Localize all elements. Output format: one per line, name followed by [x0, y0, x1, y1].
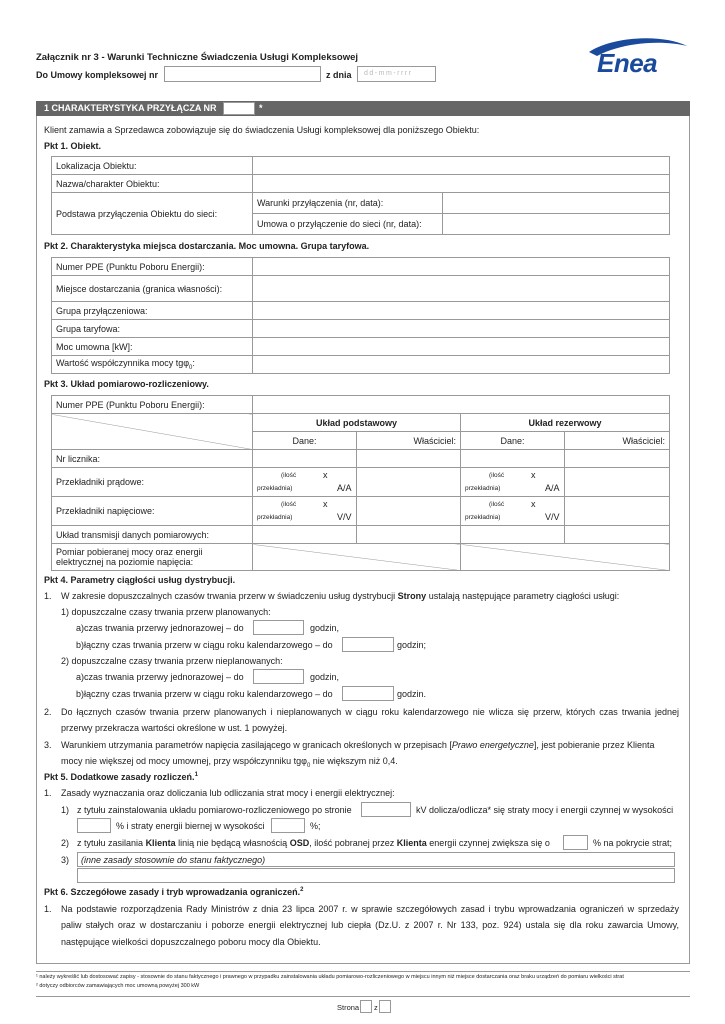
pkt4-p1-text: W zakresie dopuszczalnych czasów trwania przerw w świadczeniu usług dystrybucji Strony ustalają następujące parametry ciągłości usługi: [61, 591, 620, 601]
enea-logo [583, 36, 693, 78]
main-voltage-data[interactable]: (ilość x przekładnia) V/V [253, 497, 357, 526]
page-number-input[interactable] [360, 1000, 372, 1013]
pkt4-godzin-3: godzin, [310, 672, 340, 682]
main-meter-data[interactable] [253, 450, 357, 468]
backup-current-data[interactable]: (ilość x przekładnia) A/A [461, 468, 565, 497]
tariff-group-input[interactable] [253, 320, 670, 338]
backup-transmission-data[interactable] [461, 526, 565, 544]
conditions-input[interactable] [443, 193, 670, 214]
main-transmission-data[interactable] [253, 526, 357, 544]
pkt3-ppe-label: Numer PPE (Punktu Poboru Energii): [52, 396, 253, 414]
backup-voltage-data[interactable]: (ilość x przekładnia) V/V [461, 497, 565, 526]
pkt4-s1a: a)czas trwania przerwy jednorazowej – do [76, 623, 244, 633]
main-owner-header: Właściciel: [357, 432, 461, 450]
name-label: Nazwa/charakter Obiektu: [52, 175, 253, 193]
pkt5-s1-text-b: kV dolicza/odlicza* się straty mocy i energii czynnej w wysokości [416, 805, 674, 815]
ppe-label: Numer PPE (Punktu Poboru Energii): [52, 258, 253, 276]
backup-meter-owner[interactable] [565, 450, 670, 468]
pkt5-s1-text-a: z tytułu zainstalowania układu pomiarowo-rozliczeniowego po stronie [77, 805, 352, 815]
pkt5-s1-number: 1) [61, 805, 70, 815]
pkt5-p1-text: Zasady wyznaczania oraz doliczania lub odliczania strat mocy i energii elektrycznej: [61, 788, 395, 798]
backup-current-owner[interactable] [565, 468, 670, 497]
location-input[interactable] [253, 157, 670, 175]
pkt5-s1-text-c: % i straty energii biernej w wysokości [116, 821, 265, 831]
contract-power-input[interactable] [253, 338, 670, 356]
connection-group-label: Grupa przyłączeniowa: [52, 302, 253, 320]
pkt4-godzin-1: godzin, [310, 623, 340, 633]
pkt2-title: Pkt 2. Charakterystyka miejsca dostarczania. Moc umowna. Grupa taryfowa. [44, 241, 370, 251]
pkt2-table [51, 257, 670, 374]
other-rules-input[interactable] [77, 852, 675, 867]
logo-text: Enea [597, 48, 658, 78]
transmission-label: Układ transmisji danych pomiarowych: [52, 526, 253, 544]
main-transmission-owner[interactable] [357, 526, 461, 544]
footer-divider [36, 996, 690, 997]
power-factor-input[interactable] [253, 356, 670, 374]
agreement-input[interactable] [443, 214, 670, 235]
other-rules-input-2[interactable] [77, 868, 675, 883]
pkt5-s2-number: 2) [61, 838, 70, 848]
page-of-label: z [374, 1003, 378, 1012]
main-system-header: Układ podstawowy [253, 414, 461, 432]
pkt1-table [51, 156, 670, 235]
contract-number-input[interactable] [164, 66, 321, 82]
line-loss-percent-input[interactable] [563, 835, 588, 850]
pkt4-p1-number: 1. [44, 591, 52, 601]
connection-number-input[interactable] [223, 102, 255, 115]
pkt4-p3-line2: mocy nie większej od mocy umownej, przy współczynniku tgφ$_0$ nie większym niż 0,4. [61, 756, 398, 769]
pkt4-p3-line1: Warunkiem utrzymania parametrów napięcia zasilającego w granicach określonych w przepisach [Prawo energetyczne], jest pobieranie przez Klienta [61, 740, 655, 750]
backup-owner-header: Właściciel: [565, 432, 670, 450]
planned-total-hours-input[interactable] [342, 637, 394, 652]
pkt6-p1-number: 1. [44, 904, 52, 914]
backup-meter-data[interactable] [461, 450, 565, 468]
backup-system-header: Układ rezerwowy [461, 414, 670, 432]
section-1-header [36, 101, 690, 116]
voltage-level-kv-input[interactable] [361, 802, 411, 817]
connection-group-input[interactable] [253, 302, 670, 320]
pkt5-title: Pkt 5. Dodatkowe zasady rozliczeń.$^1$ [44, 772, 198, 782]
pkt5-s1-text-d: %; [310, 821, 321, 831]
pkt6-line2: paliw stałych oraz w dostarczaniu i poborze energii elektrycznej lub ciepła (Dz.U. z 2007 r. Nr 133, poz. 924) ustala się dla roku zawarcia Umowy, [61, 920, 679, 930]
planned-single-hours-input[interactable] [253, 620, 304, 635]
main-data-header: Dane: [253, 432, 357, 450]
pkt3-diagonal-cell [52, 414, 253, 450]
pkt4-p2-line1: Do łącznych czasów trwania przerw planowanych i nieplanowanych w ciągu roku kalendarzowego nie wlicza się przerw, których czas trwania jednej [61, 707, 679, 717]
contract-label: Do Umowy kompleksowej nr [36, 70, 159, 80]
measurement-level-label: Pomiar pobieranej mocy oraz energii elektrycznej na poziomie napięcia: [52, 544, 253, 571]
main-voltage-owner[interactable] [357, 497, 461, 526]
section-1-intro: Klient zamawia a Sprzedawca zobowiązuje się do świadczenia Usługi kompleksowej dla poniższego Obiektu: [44, 125, 480, 135]
pkt6-title: Pkt 6. Szczegółowe zasady i tryb wprowadzania ograniczeń.$^2$ [44, 887, 304, 897]
pkt4-godzin-2: godzin; [397, 640, 427, 650]
power-factor-label: Wartość współczynnika mocy tgφ$_0$: [52, 356, 253, 374]
pkt4-p3-number: 3. [44, 740, 52, 750]
name-input[interactable] [253, 175, 670, 193]
other-rules-hint: (inne zasady stosownie do stanu faktycznego) [81, 855, 266, 865]
pkt5-s2-text-h: % na pokrycie strat; [593, 838, 673, 848]
agreement-label: Umowa o przyłączenie do sieci (nr, data): [253, 214, 443, 235]
pkt4-s2b: b)łączny czas trwania przerw w ciągu roku kalendarzowego – do [76, 689, 333, 699]
pkt4-godzin-4: godzin. [397, 689, 427, 699]
pkt3-ppe-input[interactable] [253, 396, 670, 414]
pkt4-p2-number: 2. [44, 707, 52, 717]
backup-voltage-owner[interactable] [565, 497, 670, 526]
conditions-label: Warunki przyłączenia (nr, data): [253, 193, 443, 214]
backup-measurement-diagonal [461, 544, 670, 571]
contract-date-input[interactable]: dd-mm-rrrr [357, 66, 436, 82]
reactive-loss-percent-input[interactable] [271, 818, 305, 833]
pkt4-title: Pkt 4. Parametry ciągłości usług dystrybucji. [44, 575, 236, 585]
basis-label: Podstawa przyłączenia Obiektu do sieci: [52, 193, 253, 235]
contract-power-label: Moc umowna [kW]: [52, 338, 253, 356]
date-label: z dnia [326, 70, 352, 80]
backup-data-header: Dane: [461, 432, 565, 450]
delivery-place-input[interactable] [253, 276, 670, 302]
section-1-asterisk: * [259, 103, 263, 113]
pkt3-table [51, 395, 670, 571]
page-total-input[interactable] [379, 1000, 391, 1013]
current-transformers-label: Przekładniki prądowe: [52, 468, 253, 497]
pkt6-line3: następujące wielkości dopuszczalnego poboru mocy dla Obiektu. [61, 937, 321, 947]
tariff-group-label: Grupa taryfowa: [52, 320, 253, 338]
location-label: Lokalizacja Obiektu: [52, 157, 253, 175]
pkt5-p1-number: 1. [44, 788, 52, 798]
pkt4-s2a: a)czas trwania przerwy jednorazowej – do [76, 672, 244, 682]
backup-transmission-owner[interactable] [565, 526, 670, 544]
active-loss-percent-input[interactable] [77, 818, 111, 833]
main-current-owner[interactable] [357, 468, 461, 497]
footnote-divider [36, 971, 690, 972]
pkt5-s2-text: z tytułu zasilania Klienta linią nie będącą własnością OSD, ilość pobranej przez Klienta energii czynnej zwiększa się o [77, 838, 550, 848]
pkt4-s2: 2) dopuszczalne czasy trwania przerw nieplanowanych: [61, 656, 283, 666]
document-title: Załącznik nr 3 - Warunki Techniczne Świadczenia Usługi Kompleksowej [36, 52, 359, 63]
voltage-transformers-label: Przekładniki napięciowe: [52, 497, 253, 526]
footnote-2: ² dotyczy odbiorców zamawiających moc umowną powyżej 300 kW [36, 983, 200, 989]
main-meter-owner[interactable] [357, 450, 461, 468]
unplanned-total-hours-input[interactable] [342, 686, 394, 701]
meter-label: Nr licznika: [52, 450, 253, 468]
main-measurement-diagonal [253, 544, 461, 571]
section-1-title: 1 CHARAKTERYSTYKA PRZYŁĄCZA NR [44, 103, 217, 113]
delivery-place-label: Miejsce dostarczania (granica własności): [52, 276, 253, 302]
pkt4-s1: 1) dopuszczalne czasy trwania przerw planowanych: [61, 607, 271, 617]
pkt3-title: Pkt 3. Układ pomiarowo-rozliczeniowy. [44, 379, 209, 389]
unplanned-single-hours-input[interactable] [253, 669, 304, 684]
pkt5-s3-number: 3) [61, 855, 70, 865]
main-current-data[interactable]: (ilość x przekładnia) A/A [253, 468, 357, 497]
pkt6-line1: Na podstawie rozporządzenia Rady Ministrów z dnia 23 lipca 2007 r. w sprawie szczegółowych zasad i trybu wprowadzania ograniczeń w sprzedaży [61, 904, 679, 914]
pkt4-s1b: b)łączny czas trwania przerw w ciągu roku kalendarzowego – do [76, 640, 333, 650]
pkt4-p2-line2: przerwy przekracza wartości określone w ust. 1 powyżej. [61, 723, 288, 733]
page-label: Strona [337, 1003, 360, 1012]
ppe-input[interactable] [253, 258, 670, 276]
footnote-1: ¹ należy wykreślić lub dostosować zapisy - stosownie do stanu faktycznego i prawnego w przypadku zainstalowania układu pomiarowo-rozliczeniowego w miejscu innym niż miejsce dostarczania oraz braku urządzeń do pomiaru wielkości strat [36, 974, 624, 980]
pkt1-title: Pkt 1. Obiekt. [44, 141, 102, 151]
